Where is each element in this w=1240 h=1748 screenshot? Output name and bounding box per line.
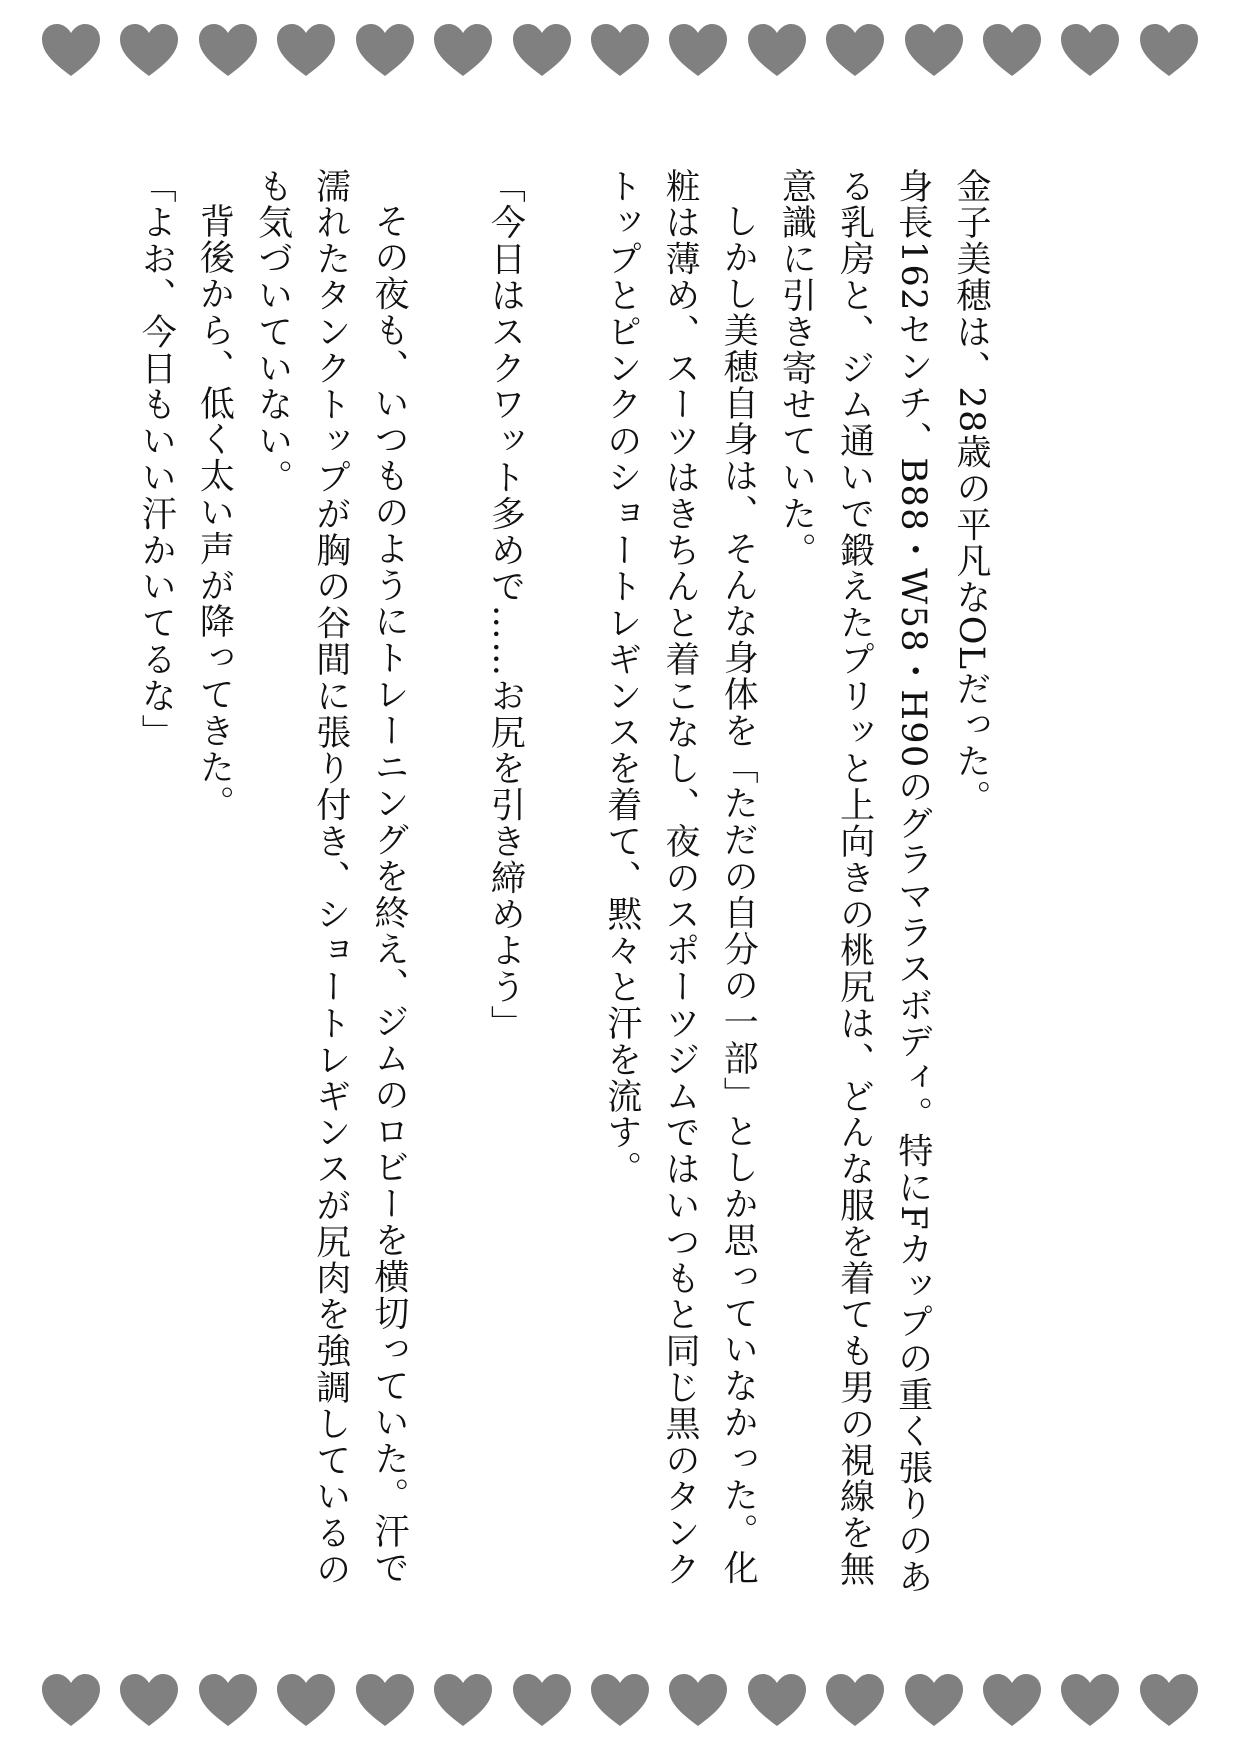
top-heart-border <box>40 22 1200 78</box>
heart-icon <box>746 1672 808 1728</box>
heart-icon <box>40 22 102 78</box>
heart-icon <box>275 22 337 78</box>
novel-text-body <box>127 168 1000 1608</box>
heart-icon <box>667 22 729 78</box>
heart-icon <box>589 1672 651 1728</box>
paragraph: 背後から、低く太い声が降ってきた。 <box>194 203 235 822</box>
heart-icon <box>1138 22 1200 78</box>
heart-icon <box>903 1672 965 1728</box>
blank-line <box>534 168 592 1608</box>
dialogue-line: 「よお、今日もいい汗かいてるな」 <box>136 168 177 751</box>
heart-icon <box>432 22 494 78</box>
bottom-heart-border <box>40 1672 1200 1728</box>
heart-icon <box>667 1672 729 1728</box>
heart-icon <box>511 22 573 78</box>
dialogue-line: 「今日はスクワット多めで……お尻を引き締めよう」 <box>485 168 526 1042</box>
paragraph: 身長162センチ、B88・W58・H90のグラマラスボディ。特にFカップの重く張りのある乳房と、ジム通いで鍛えたプリッと上向きの桃尻は、どんな服を着ても男の視線を無意識に引き寄せていた。 <box>776 168 933 1596</box>
paragraph: その夜も、いつものようにトレーニングを終え、ジムのロビーを横切っていた。汗で濡れたタンクトップが胸の谷間に張り付き、ショートレギンスが尻肉を強調しているのも気づいていない。 <box>252 168 409 1588</box>
heart-icon <box>118 1672 180 1728</box>
heart-icon <box>1138 1672 1200 1728</box>
heart-icon <box>1059 22 1121 78</box>
heart-icon <box>981 22 1043 78</box>
heart-icon <box>1059 1672 1121 1728</box>
heart-icon <box>275 1672 337 1728</box>
heart-icon <box>118 22 180 78</box>
heart-icon <box>824 22 886 78</box>
heart-icon <box>432 1672 494 1728</box>
paragraph: 金子美穂は、28歳の平凡なOLだった。 <box>951 168 991 817</box>
heart-icon <box>197 22 259 78</box>
heart-icon <box>981 1672 1043 1728</box>
heart-icon <box>354 22 416 78</box>
blank-line <box>418 168 476 1608</box>
heart-icon <box>589 22 651 78</box>
heart-icon <box>903 22 965 78</box>
paragraph: しかし美穂自身は、そんな身体を「ただの自分の一部」としか思っていなかった。化粧は薄め、スーツはきちんと着こなし、夜のスポーツジムではいつもと同じ黒のタンクトップとピンクのショートレギンスを着て、黙々と汗を流す。 <box>601 168 759 1588</box>
heart-icon <box>746 22 808 78</box>
heart-icon <box>40 1672 102 1728</box>
heart-icon <box>511 1672 573 1728</box>
heart-icon <box>824 1672 886 1728</box>
heart-icon <box>354 1672 416 1728</box>
heart-icon <box>197 1672 259 1728</box>
